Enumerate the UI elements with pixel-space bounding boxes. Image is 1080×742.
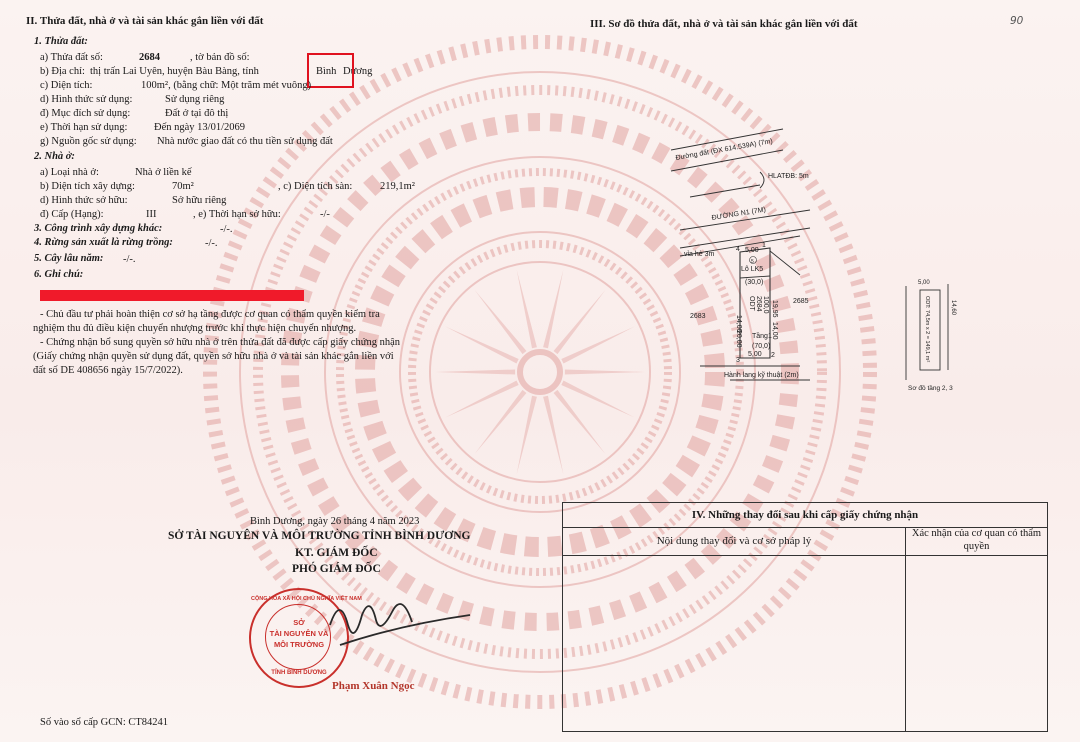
land-no-label: a) Thửa đất số: (40, 52, 103, 63)
origin: Nhà nước giao đất có thu tiền sử dụng đất (157, 136, 333, 147)
signer-name: Phạm Xuân Ngọc (332, 680, 415, 692)
lot-area: (30,0) (745, 279, 764, 286)
purpose: Đất ở tại đô thị (165, 108, 229, 119)
floor-area-label: , c) Diện tích sàn: (278, 181, 353, 192)
kt-label: KT. GIÁM ĐỐC (295, 547, 378, 559)
map-sheet-label: , tờ bản đồ số: (190, 52, 250, 63)
land-no: 2684 (139, 52, 160, 63)
item5-label: 5. Cây lâu năm: (34, 253, 104, 264)
land-heading: 1. Thửa đất: (34, 36, 88, 47)
hlat-label: HLATĐB: 5m (768, 173, 809, 180)
left-dim-2: 14,00 (735, 315, 742, 333)
approval-column-header: Xác nhận của cơ quan có thẩm quyền (906, 527, 1047, 556)
address: thị trấn Lai Uyên, huyện Bàu Bàng, tỉnh (90, 66, 259, 77)
item3-label: 3. Công trình xây dựng khác: (34, 223, 163, 234)
road-n1-label: ĐƯỜNG N1 (7M) (711, 206, 767, 222)
top-width: 5,00 (745, 247, 759, 254)
mini-label: ODT: 74,5m x 2 = 149,1 m² (924, 296, 930, 363)
house-heading: 2. Nhà ở: (34, 151, 75, 162)
term-label: e) Thời hạn sử dụng: (40, 122, 128, 133)
ownership-label: d) Hình thức sở hữu: (40, 195, 128, 206)
left-dim: 20,00 (735, 330, 742, 348)
changes-column-header: Nội dung thay đổi và cơ sở pháp lý (563, 527, 906, 556)
mini-side: 14,60 (950, 300, 956, 316)
use-form: Sử dụng riêng (165, 94, 225, 105)
lot-name: Lô LK5 (741, 266, 764, 273)
corner-1: 1 (762, 242, 766, 249)
note-1: - Chủ đầu tư phải hoàn thiện cơ sở hạ tầng được cơ quan có thẩm quyền kiểm tra (40, 309, 380, 320)
section-iii-title: III. Sơ đồ thửa đất, nhà ở và tài sản khác gắn liền với đất (590, 18, 858, 30)
term: Đến ngày 13/01/2069 (154, 122, 245, 133)
house-type: Nhà ở liền kế (135, 167, 192, 178)
address-tail: Dương (343, 66, 373, 77)
note-2: - Chứng nhận bổ sung quyền sở hữu nhà ở trên thửa đất đã được cấp giấy chứng nhận (40, 337, 401, 348)
purpose-label: đ) Mục đích sử dụng: (40, 108, 131, 119)
item3-value: -/-. (220, 224, 233, 235)
use-form-label: d) Hình thức sử dụng: (40, 94, 133, 105)
right-dim: 19,95 (771, 300, 778, 318)
build-area-label: b) Diện tích xây dựng: (40, 181, 135, 192)
note-2c: đất số DE 408656 ngày 15/7/2022). (33, 365, 183, 376)
corridor-label: Hành lang kỹ thuật (2m) (724, 372, 799, 379)
bottom-width: 5,00 (748, 351, 762, 358)
parcel-area: 100,0 (762, 296, 769, 314)
build-area: 70m² (172, 181, 194, 192)
item5-value: -/-. (123, 254, 136, 265)
sidewalk-label: vỉa hè 3m (684, 251, 715, 258)
handwritten-signature (300, 585, 520, 665)
floor-area: 219,1m² (380, 181, 415, 192)
page-mark: 90 (1010, 15, 1024, 27)
corner-3: 3 (736, 357, 740, 364)
table-divider (905, 555, 906, 731)
section-iv-title: IV. Những thay đổi sau khi cấp giấy chứng nhận (563, 503, 1047, 528)
address-highlight: Bình (316, 66, 337, 77)
place-date: Bình Dương, ngày 26 tháng 4 năm 2023 (250, 516, 420, 527)
grade-label: đ) Cấp (Hạng): (40, 209, 104, 220)
road-dx-label: Đường đất (ĐX 614.539A) (7m) (675, 137, 774, 162)
own-term: -/- (320, 209, 330, 220)
origin-label: g) Nguồn gốc sử dụng: (40, 136, 137, 147)
item4-label: 4. Rừng sản xuất là rừng trồng: (34, 237, 173, 248)
floor1-area: (70,0) (752, 343, 771, 350)
neighbor-right: 2685 (793, 298, 809, 305)
ownership: Sở hữu riêng (172, 195, 227, 206)
notes-heading: 6. Ghi chú: (34, 269, 84, 280)
floor1: Tầng1 (752, 333, 772, 340)
address-label: b) Địa chỉ: (40, 66, 85, 77)
changes-table (562, 502, 1048, 732)
odt-label: ODT (748, 296, 755, 311)
own-term-label: , e) Thời hạn sở hữu: (193, 209, 281, 220)
note-1b: nghiệm thu đủ điều kiện chuyển nhượng trước khi thực hiện chuyển nhượng. (33, 323, 357, 334)
area-label: c) Diện tích: (40, 80, 93, 91)
right-dim-2: 14,00 (771, 322, 778, 340)
section-ii-title: II. Thửa đất, nhà ở và tài sản khác gắn liền với đất (26, 15, 264, 27)
mini-caption: Sơ đồ tầng 2, 3 (908, 385, 953, 392)
corner-2: 2 (771, 352, 775, 359)
house-type-label: a) Loại nhà ở: (40, 167, 99, 178)
item4-value: -/-. (205, 238, 218, 249)
note-2b: (Giấy chứng nhận quyền sử dụng đất, quyền sở hữu nhà ở và tài sản khác gắn liền với (33, 351, 394, 362)
mini-dims: 5,00 (918, 280, 930, 286)
registry-number: Số vào sổ cấp GCN: CT84241 (40, 717, 169, 728)
lot-circle-number: 5 (751, 259, 754, 265)
parcel-no: 2684 (755, 296, 762, 312)
official-stamp: CỘNG HÒA XÃ HỘI CHỦ NGHĨA VIỆT NAM SỞ TÀI NGUYÊN VÀ MÔI TRƯỜNG TỈNH BÌNH DƯƠNG (249, 588, 349, 688)
neighbor-left: 2683 (690, 313, 706, 320)
grade: III (146, 209, 157, 220)
role-label: PHÓ GIÁM ĐỐC (292, 563, 381, 575)
org-name: SỞ TÀI NGUYÊN VÀ MÔI TRƯỜNG TỈNH BÌNH DƯƠNG (168, 530, 471, 542)
area: 100m², (bằng chữ: Một trăm mét vuông) (141, 80, 312, 91)
corner-4: 4 (736, 246, 740, 253)
